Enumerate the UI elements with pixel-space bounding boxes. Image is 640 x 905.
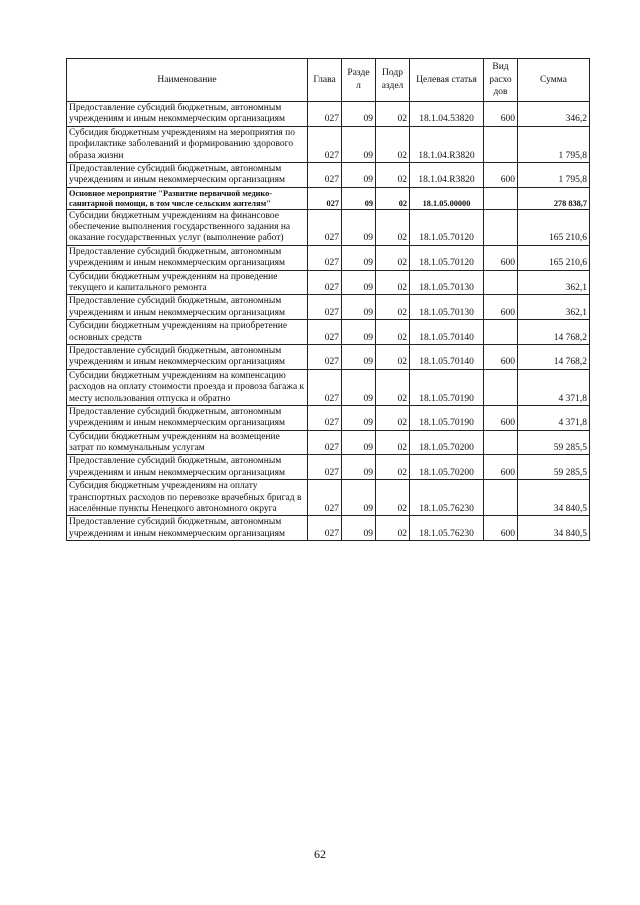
cell-razdel: 09 (342, 320, 376, 345)
cell-vid (484, 126, 518, 162)
cell-summa: 1 795,8 (518, 162, 590, 187)
cell-name: Субсидия бюджетным учреждениям на мероприятия по профилактике заболеваний и формированию здорового образа жизни (67, 126, 308, 162)
cell-summa: 34 840,5 (518, 480, 590, 516)
cell-razdel: 09 (342, 187, 376, 209)
table-row (67, 516, 590, 541)
cell-glava: 027 (308, 162, 342, 187)
cell-summa: 278 838,7 (518, 187, 590, 209)
header-podrazdel: Подр аздел (376, 59, 410, 102)
cell-celevaya: 18.1.05.70120 (410, 245, 484, 270)
cell-podrazdel: 02 (376, 480, 410, 516)
cell-glava: 027 (308, 102, 342, 127)
cell-name: Субсидии бюджетным учреждениям на компенсацию расходов на оплату стоимости проезда и провоза багажа к месту использования отпуска и обратно (67, 369, 308, 405)
cell-vid (484, 430, 518, 455)
cell-razdel: 09 (342, 344, 376, 369)
cell-razdel: 09 (342, 102, 376, 127)
cell-glava: 027 (308, 344, 342, 369)
cell-vid (484, 480, 518, 516)
cell-vid: 600 (484, 344, 518, 369)
cell-celevaya: 18.1.05.70120 (410, 209, 484, 245)
cell-glava: 027 (308, 126, 342, 162)
cell-name: Предоставление субсидий бюджетным, автономным учреждениям и иным некоммерческим организациям (67, 344, 308, 369)
cell-vid (484, 187, 518, 209)
cell-name: Предоставление субсидий бюджетным, автономным учреждениям и иным некоммерческим организациям (67, 516, 308, 541)
cell-vid (484, 270, 518, 295)
cell-vid: 600 (484, 295, 518, 320)
cell-vid (484, 369, 518, 405)
table-row (67, 126, 590, 162)
page-number: 62 (314, 847, 326, 861)
cell-name: Субсидии бюджетным учреждениям на финансовое обеспечение выполнения государственного задания на оказание государственных услуг (выполнение работ) (67, 209, 308, 245)
cell-vid: 600 (484, 455, 518, 480)
table-row (67, 344, 590, 369)
cell-name: Субсидия бюджетным учреждениям на оплату транспортных расходов по перевозке врачебных бригад в населённые пункты Ненецкого автономного округа (67, 480, 308, 516)
cell-name: Субсидии бюджетным учреждениям на проведение текущего и капитального ремонта (67, 270, 308, 295)
header-summa: Сумма (518, 59, 590, 102)
cell-summa: 4 371,8 (518, 405, 590, 430)
cell-podrazdel: 02 (376, 516, 410, 541)
cell-podrazdel: 02 (376, 209, 410, 245)
cell-vid (484, 320, 518, 345)
cell-glava: 027 (308, 209, 342, 245)
cell-razdel: 09 (342, 162, 376, 187)
cell-razdel: 09 (342, 209, 376, 245)
cell-vid: 600 (484, 516, 518, 541)
cell-name: Предоставление субсидий бюджетным, автономным учреждениям и иным некоммерческим организациям (67, 455, 308, 480)
cell-name: Предоставление субсидий бюджетным, автономным учреждениям и иным некоммерческим организациям (67, 162, 308, 187)
cell-celevaya: 18.1.05.70140 (410, 344, 484, 369)
table-row (67, 430, 590, 455)
cell-glava: 027 (308, 320, 342, 345)
cell-razdel: 09 (342, 245, 376, 270)
cell-summa: 346,2 (518, 102, 590, 127)
table-body (67, 102, 590, 541)
cell-name: Предоставление субсидий бюджетным, автономным учреждениям и иным некоммерческим организациям (67, 102, 308, 127)
cell-vid: 600 (484, 405, 518, 430)
cell-summa: 34 840,5 (518, 516, 590, 541)
cell-glava: 027 (308, 187, 342, 209)
cell-summa: 4 371,8 (518, 369, 590, 405)
cell-podrazdel: 02 (376, 270, 410, 295)
cell-celevaya: 18.1.05.00000 (410, 187, 484, 209)
cell-name: Основное мероприятие "Развитие первичной медико-санитарной помощи, в том числе сельским жителям" (67, 187, 308, 209)
cell-summa: 59 285,5 (518, 455, 590, 480)
cell-celevaya: 18.1.05.70140 (410, 320, 484, 345)
cell-razdel: 09 (342, 295, 376, 320)
cell-vid (484, 209, 518, 245)
cell-name: Предоставление субсидий бюджетным, автономным учреждениям и иным некоммерческим организациям (67, 405, 308, 430)
cell-podrazdel: 02 (376, 187, 410, 209)
cell-podrazdel: 02 (376, 344, 410, 369)
header-razdel: Разде л (342, 59, 376, 102)
cell-podrazdel: 02 (376, 405, 410, 430)
cell-podrazdel: 02 (376, 295, 410, 320)
table-row (67, 187, 590, 209)
header-vid: Вид расхо дов (484, 59, 518, 102)
cell-podrazdel: 02 (376, 102, 410, 127)
cell-celevaya: 18.1.05.70130 (410, 295, 484, 320)
cell-celevaya: 18.1.04.53820 (410, 102, 484, 127)
header-celevaya: Целевая статья (410, 59, 484, 102)
cell-vid: 600 (484, 102, 518, 127)
cell-razdel: 09 (342, 480, 376, 516)
cell-razdel: 09 (342, 455, 376, 480)
budget-table (66, 58, 590, 541)
cell-podrazdel: 02 (376, 369, 410, 405)
cell-glava: 027 (308, 455, 342, 480)
table-row (67, 369, 590, 405)
cell-podrazdel: 02 (376, 320, 410, 345)
cell-razdel: 09 (342, 270, 376, 295)
cell-name: Предоставление субсидий бюджетным, автономным учреждениям и иным некоммерческим организациям (67, 295, 308, 320)
cell-razdel: 09 (342, 369, 376, 405)
table-header-row (67, 59, 590, 102)
cell-razdel: 09 (342, 516, 376, 541)
cell-celevaya: 18.1.05.76230 (410, 516, 484, 541)
table-row (67, 209, 590, 245)
cell-glava: 027 (308, 516, 342, 541)
cell-glava: 027 (308, 270, 342, 295)
cell-podrazdel: 02 (376, 455, 410, 480)
cell-celevaya: 18.1.05.70130 (410, 270, 484, 295)
cell-summa: 165 210,6 (518, 245, 590, 270)
header-glava: Глава (308, 59, 342, 102)
table-row (67, 320, 590, 345)
table-row (67, 162, 590, 187)
cell-vid: 600 (484, 162, 518, 187)
cell-celevaya: 18.1.05.76230 (410, 480, 484, 516)
table-row (67, 270, 590, 295)
cell-summa: 362,1 (518, 270, 590, 295)
cell-vid: 600 (484, 245, 518, 270)
cell-glava: 027 (308, 295, 342, 320)
cell-glava: 027 (308, 245, 342, 270)
table-row (67, 405, 590, 430)
cell-summa: 1 795,8 (518, 126, 590, 162)
cell-celevaya: 18.1.05.70200 (410, 430, 484, 455)
table-row (67, 295, 590, 320)
cell-podrazdel: 02 (376, 245, 410, 270)
cell-podrazdel: 02 (376, 126, 410, 162)
table-row (67, 455, 590, 480)
table-row (67, 480, 590, 516)
cell-razdel: 09 (342, 405, 376, 430)
cell-summa: 14 768,2 (518, 320, 590, 345)
header-name: Наименование (67, 59, 308, 102)
cell-glava: 027 (308, 480, 342, 516)
cell-summa: 165 210,6 (518, 209, 590, 245)
cell-name: Субсидии бюджетным учреждениям на приобретение основных средств (67, 320, 308, 345)
cell-name: Предоставление субсидий бюджетным, автономным учреждениям и иным некоммерческим организациям (67, 245, 308, 270)
cell-summa: 14 768,2 (518, 344, 590, 369)
cell-celevaya: 18.1.05.70190 (410, 405, 484, 430)
table-row (67, 102, 590, 127)
cell-celevaya: 18.1.05.70190 (410, 369, 484, 405)
table-row (67, 245, 590, 270)
cell-razdel: 09 (342, 430, 376, 455)
cell-glava: 027 (308, 405, 342, 430)
cell-podrazdel: 02 (376, 430, 410, 455)
cell-celevaya: 18.1.04.R3820 (410, 162, 484, 187)
cell-razdel: 09 (342, 126, 376, 162)
cell-glava: 027 (308, 430, 342, 455)
cell-celevaya: 18.1.05.70200 (410, 455, 484, 480)
cell-summa: 362,1 (518, 295, 590, 320)
cell-glava: 027 (308, 369, 342, 405)
cell-celevaya: 18.1.04.R3820 (410, 126, 484, 162)
cell-summa: 59 285,5 (518, 430, 590, 455)
cell-podrazdel: 02 (376, 162, 410, 187)
cell-name: Субсидии бюджетным учреждениям на возмещение затрат по коммунальным услугам (67, 430, 308, 455)
